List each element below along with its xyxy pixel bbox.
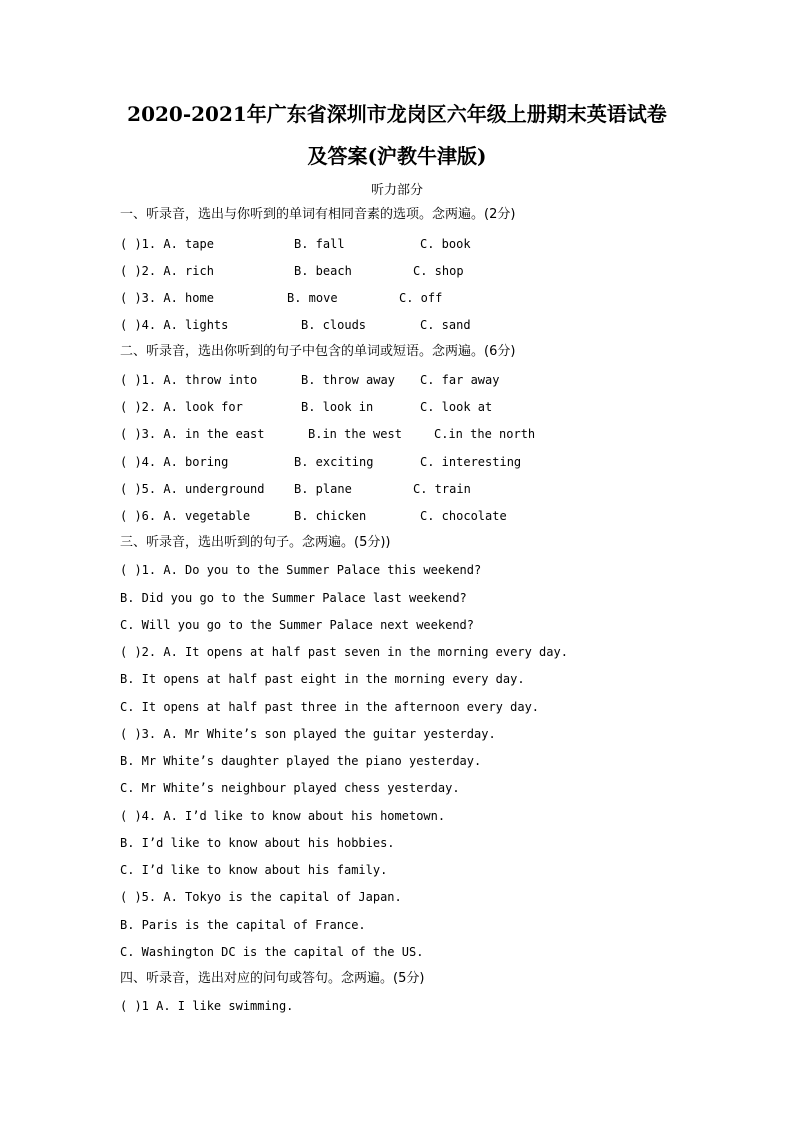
part3-heading: 三、听录音，选出听到的句子。念两遍。(5分)) — [120, 535, 391, 550]
question-row — [120, 263, 464, 279]
question-row — [120, 426, 536, 442]
question-option-b: B. move — [287, 291, 338, 305]
sentence-line: B. Paris is the capital of France. — [120, 918, 366, 932]
question-option-c: C. interesting — [420, 455, 522, 469]
question-option-b: B.in the west — [308, 427, 402, 441]
question-option-a: ( )3. A. in the east — [120, 427, 265, 441]
question-option-b: B. chicken — [294, 509, 367, 523]
question-option-b: B. plane — [294, 482, 352, 496]
question-option-a: ( )1. A. throw into — [120, 373, 258, 387]
question-option-b: B. clouds — [301, 318, 367, 332]
sentence-line: C. It opens at half past three in the afternoon every day. — [120, 700, 540, 714]
sentence-line: ( )4. A. I’d like to know about his hometown. — [120, 809, 446, 823]
question-option-c: C. sand — [420, 318, 471, 332]
part2-heading: 二、听录音，选出你听到的句子中包含的单词或短语。念两遍。(6分) — [120, 344, 516, 359]
question-option-c: C. look at — [420, 400, 493, 414]
sentence-line: B. I’d like to know about his hobbies. — [120, 836, 395, 850]
question-option-a: ( )2. A. rich — [120, 264, 214, 278]
question-option-a: ( )5. A. underground — [120, 482, 265, 496]
sentence-line: C. Mr White’s neighbour played chess yesterday. — [120, 781, 460, 795]
sentence-line: C. Washington DC is the capital of the US. — [120, 945, 424, 959]
question-row — [120, 290, 443, 306]
sentence-line: ( )1. A. Do you to the Summer Palace this weekend? — [120, 563, 482, 577]
question-option-c: C. far away — [420, 373, 500, 387]
question-option-a: ( )6. A. vegetable — [120, 509, 251, 523]
document-title-line-1: 2020-2021年广东省深圳市龙岗区六年级上册期末英语试卷 — [127, 102, 667, 126]
sentence-line: ( )5. A. Tokyo is the capital of Japan. — [120, 890, 402, 904]
question-row — [120, 508, 507, 524]
sentence-line: B. Mr White’s daughter played the piano yesterday. — [120, 754, 482, 768]
question-option-b: B. fall — [294, 237, 345, 251]
question-option-c: C. shop — [413, 264, 464, 278]
question-row — [120, 317, 471, 333]
question-row — [120, 481, 471, 497]
document-title-line-2: 及答案(沪教牛津版) — [307, 144, 487, 168]
question-option-a: ( )3. A. home — [120, 291, 214, 305]
question-option-c: C. train — [413, 482, 471, 496]
sentence-line: C. I’d like to know about his family. — [120, 863, 388, 877]
question-option-a: ( )4. A. lights — [120, 318, 229, 332]
sentence-line: ( )3. A. Mr White’s son played the guitar yesterday. — [120, 727, 496, 741]
question-option-c: C. chocolate — [420, 509, 507, 523]
question-option-b: B. look in — [301, 400, 374, 414]
question-row — [120, 399, 493, 415]
question-option-c: C.in the north — [434, 427, 536, 441]
part4-heading: 四、听录音，选出对应的问句或答句。念两遍。(5分) — [120, 971, 425, 986]
sentence-line: ( )1 A. I like swimming. — [120, 999, 294, 1013]
question-option-c: C. off — [399, 291, 443, 305]
sentence-line: B. It opens at half past eight in the morning every day. — [120, 672, 525, 686]
question-option-b: B. exciting — [294, 455, 374, 469]
section-subtitle: 听力部分 — [370, 183, 423, 198]
question-option-a: ( )1. A. tape — [120, 237, 214, 251]
question-row — [120, 454, 522, 470]
question-option-c: C. book — [420, 237, 471, 251]
sentence-line: B. Did you go to the Summer Palace last weekend? — [120, 591, 467, 605]
question-row — [120, 236, 471, 252]
sentence-line: C. Will you go to the Summer Palace next weekend? — [120, 618, 475, 632]
question-option-b: B. beach — [294, 264, 352, 278]
question-option-a: ( )2. A. look for — [120, 400, 243, 414]
sentence-line: ( )2. A. It opens at half past seven in the morning every day. — [120, 645, 568, 659]
question-option-b: B. throw away — [301, 373, 395, 387]
question-option-a: ( )4. A. boring — [120, 455, 229, 469]
part1-heading: 一、听录音，选出与你听到的单词有相同音素的选项。念两遍。(2分) — [120, 207, 516, 222]
question-row — [120, 372, 500, 388]
